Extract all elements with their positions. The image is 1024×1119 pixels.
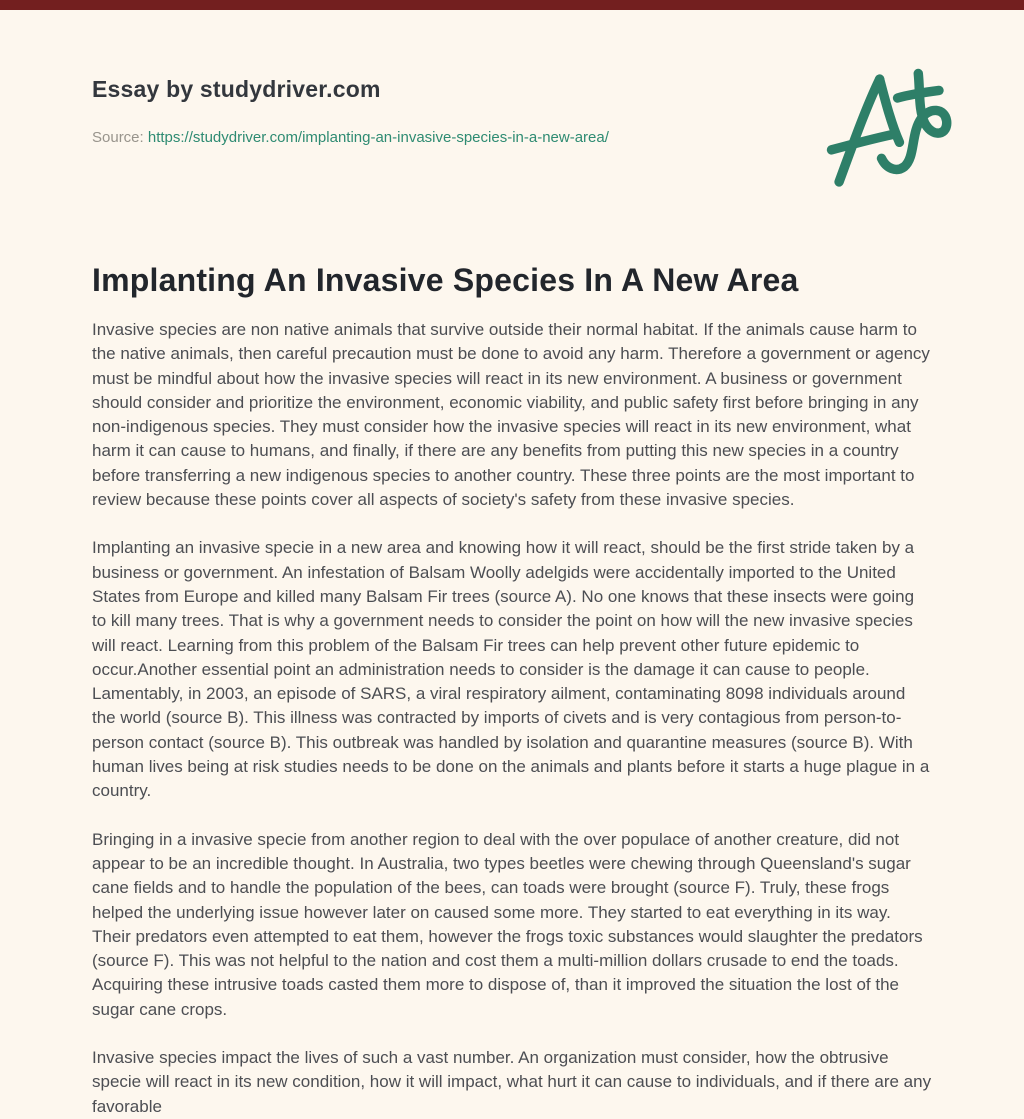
source-link[interactable]: https://studydriver.com/implanting-an-invasive-species-in-a-new-area/: [147, 129, 609, 146]
essay-paragraph: Implanting an invasive specie in a new area and knowing how it will react, should be the first stride taken by a business or government. An infestation of Balsam Woolly adelgids were accidentally imported to the United States from Europe and killed many Balsam Fir trees (source A). No one knows that these insects were going to kill many trees. That is why a government needs to consider the point on how will the new invasive species will react. Learning from this problem of the Balsam Fir trees can help prevent other future epidemic to occur.Another essential point an administration needs to consider is the damage it can cause to people. Lamentably, in 2003, an episode of SARS, a viral respiratory ailment, contaminating 8098 individuals around the world (source B). This illness was contracted by imports of civets and is very contagious from person-to-person contact (source B). This outbreak was handled by isolation and quarantine measures (source B). With human lives being at risk studies needs to be done on the animals and plants before it starts a huge plague in a country.: [92, 538, 930, 801]
essay-title: Implanting An Invasive Species In A New Area: [92, 262, 799, 298]
essay-paragraph: Invasive species impact the lives of such a vast number. An organization must consider, how the obtrusive specie will react in its new condition, how it will impact, what hurt it can cause to individuals, and if there are any favorable: [92, 1048, 932, 1116]
a-plus-logo: [824, 68, 956, 194]
essay-body: [92, 318, 932, 1119]
source-line: [92, 129, 932, 146]
top-accent-bar: [0, 0, 1024, 10]
essay-paragraph: Bringing in a invasive specie from another region to deal with the over populace of another creature, did not appear to be an incredible thought. In Australia, two types beetles were chewing through Queensland's sugar cane fields and to handle the population of the bees, can toads were brought (source F). Truly, these frogs helped the underlying issue however later on caused some more. They started to eat everything in its way. Their predators even attempted to eat them, however the frogs toxic substances would slaughter the predators (source F). This was not helpful to the nation and cost them a multi-million dollars crusade to end the toads. Acquiring these intrusive toads casted them more to dispose of, than it improved the situation the lost of the sugar cane crops.: [92, 829, 923, 1019]
page-header: [0, 10, 1024, 146]
essay-content: [0, 258, 1024, 1119]
source-label: Source:: [92, 129, 144, 146]
site-title: Essay by studydriver.com: [92, 76, 381, 102]
essay-page: [0, 10, 1024, 1119]
essay-paragraph: Invasive species are non native animals that survive outside their normal habitat. If the animals cause harm to the native animals, then careful precaution must be done to avoid any harm. Therefore a government or agency must be mindful about how the invasive species will react in its new environment. A business or government should consider and prioritize the environment, economic viability, and public safety first before bringing in any non-indigenous species. They must consider how the invasive species will react in its new environment, what harm it can cause to humans, and finally, if there are any benefits from putting this new species in a country before transferring a new indigenous species to another country. These three points are the most important to review because these points cover all aspects of society's safety from these invasive species.: [92, 320, 930, 510]
